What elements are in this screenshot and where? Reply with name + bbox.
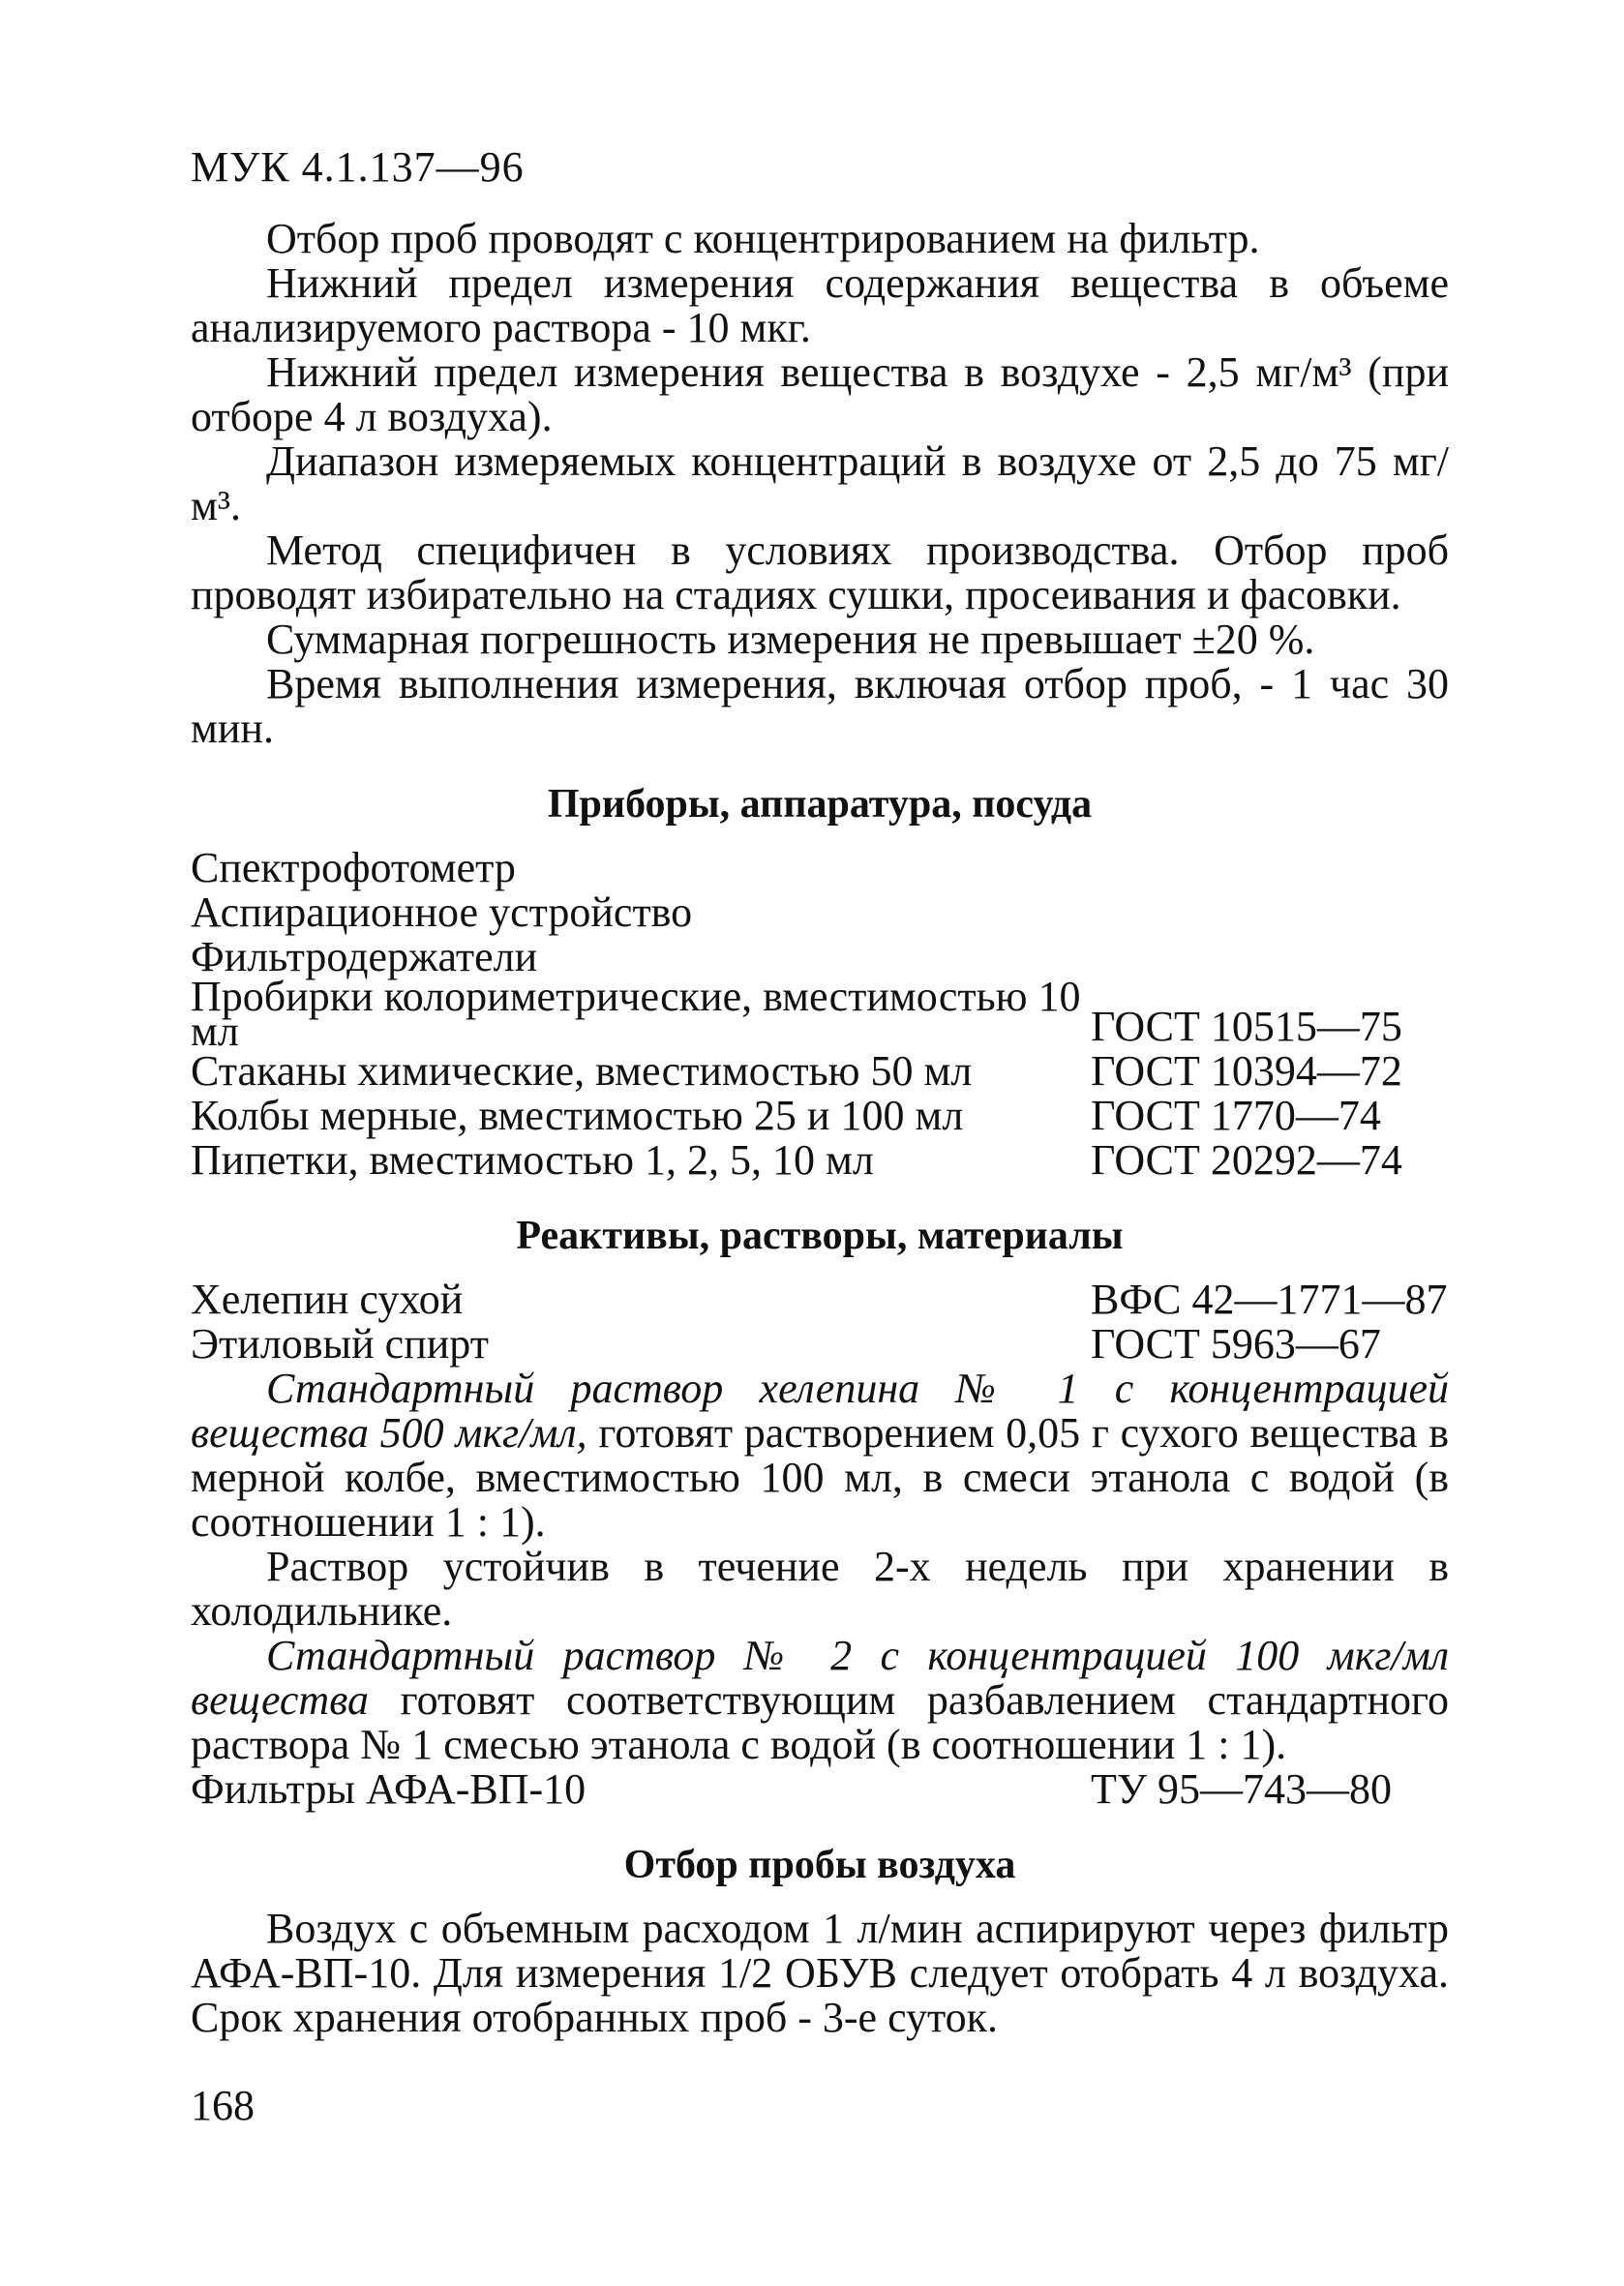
filters-standard: ТУ 95—743—80 bbox=[1091, 1765, 1393, 1813]
standard-solution-2-paragraph bbox=[191, 1634, 1449, 1767]
equipment-item bbox=[191, 890, 1449, 935]
equipment-item bbox=[191, 1138, 1449, 1183]
reagent-name: Этиловый спирт bbox=[191, 1320, 489, 1368]
page-number: 168 bbox=[191, 2082, 255, 2129]
equipment-name: Пробирки колориметрические, вместимостью 10 мл bbox=[191, 973, 1081, 1055]
document-code-header: МУК 4.1.137—96 bbox=[191, 143, 525, 191]
equipment-standard: ГОСТ 20292—74 bbox=[1091, 1136, 1402, 1184]
section-heading-sampling: Отбор пробы воздуха bbox=[623, 1843, 1016, 1887]
equipment-name: Пипетки, вместимостью 1, 2, 5, 10 мл bbox=[191, 1136, 874, 1184]
intro-paragraph-3: Нижний предел измерения вещества в воздухе - 2,5 мг/м³ (при отборе 4 л воздуха). bbox=[191, 348, 1449, 440]
intro-paragraph-2: Нижний предел измерения содержания вещества в объеме анализируемого раствора - 10 мкг. bbox=[191, 259, 1449, 351]
sampling-paragraph: Воздух с объемным расходом 1 л/мин аспирируют через фильтр АФА-ВП-10. Для измерения 1/2 ОБУВ следует отобрать 4 л воздуха. Срок хранения отобранных проб - 3-е суток. bbox=[191, 1905, 1449, 2041]
equipment-standard: ГОСТ 10515—75 bbox=[1091, 1003, 1402, 1050]
filters-name: Фильтры АФА-ВП-10 bbox=[191, 1765, 586, 1813]
equipment-item bbox=[191, 973, 1449, 1055]
reagent-name: Хелепин сухой bbox=[191, 1276, 464, 1323]
equipment-name: Фильтродержатели bbox=[191, 933, 538, 980]
section-heading-reagents: Реактивы, растворы, материалы bbox=[516, 1214, 1124, 1258]
equipment-name: Спектрофотометр bbox=[191, 844, 516, 891]
filters-item bbox=[191, 1767, 1449, 1812]
intro-paragraph-6: Суммарная погрешность измерения не превышает ±20 %. bbox=[266, 616, 1315, 663]
reagent-item bbox=[191, 1278, 1449, 1322]
document-page bbox=[191, 145, 1449, 2040]
equipment-item bbox=[191, 1094, 1449, 1138]
intro-paragraph-1: Отбор проб проводят с концентрированием на фильтр. bbox=[266, 215, 1260, 262]
standard-solution-1-paragraph bbox=[191, 1367, 1449, 1545]
intro-paragraph-5: Метод специфичен в условиях производства. Отбор проб проводят избирательно на стадиях сушки, просеивания и фасовки. bbox=[191, 526, 1449, 618]
reagent-standard: ВФС 42—1771—87 bbox=[1091, 1276, 1448, 1323]
standard-solution-2-title: Стандартный раствор № 2 с концентрацией 100 мкг/мл вещества bbox=[191, 1632, 1449, 1724]
standard-solution-2-text: готовят соответствующим разбавлением стандартного раствора № 1 смесью этанола с водой (в соотношении 1 : 1). bbox=[191, 1676, 1449, 1768]
intro-paragraph-4: Диапазон измеряемых концентраций в воздухе от 2,5 до 75 мг/м³. bbox=[191, 437, 1449, 529]
standard-solution-1-title: Стандартный раствор хелепина № 1 с концентрацией вещества 500 мкг/мл, bbox=[191, 1365, 1449, 1457]
equipment-item bbox=[191, 1049, 1449, 1094]
standard-solution-1-text: готовят растворением 0,05 г сухого вещества в мерной колбе, вместимостью 100 мл, в смеси этанола с водой (в соотношении 1 : 1). bbox=[191, 1409, 1449, 1546]
section-heading-equipment: Приборы, аппаратура, посуда bbox=[547, 782, 1093, 827]
equipment-name: Стаканы химические, вместимостью 50 мл bbox=[191, 1047, 973, 1095]
intro-paragraph-7: Время выполнения измерения, включая отбор проб, - 1 час 30 мин. bbox=[191, 660, 1449, 752]
equipment-name: Колбы мерные, вместимостью 25 и 100 мл bbox=[191, 1092, 964, 1139]
equipment-standard: ГОСТ 10394—72 bbox=[1091, 1047, 1402, 1095]
reagent-standard: ГОСТ 5963—67 bbox=[1091, 1320, 1381, 1368]
equipment-name: Аспирационное устройство bbox=[191, 888, 693, 936]
equipment-standard: ГОСТ 1770—74 bbox=[1091, 1092, 1381, 1139]
stability-paragraph: Раствор устойчив в течение 2-х недель при хранении в холодильнике. bbox=[191, 1543, 1449, 1635]
reagent-item bbox=[191, 1322, 1449, 1367]
equipment-item bbox=[191, 846, 1449, 890]
